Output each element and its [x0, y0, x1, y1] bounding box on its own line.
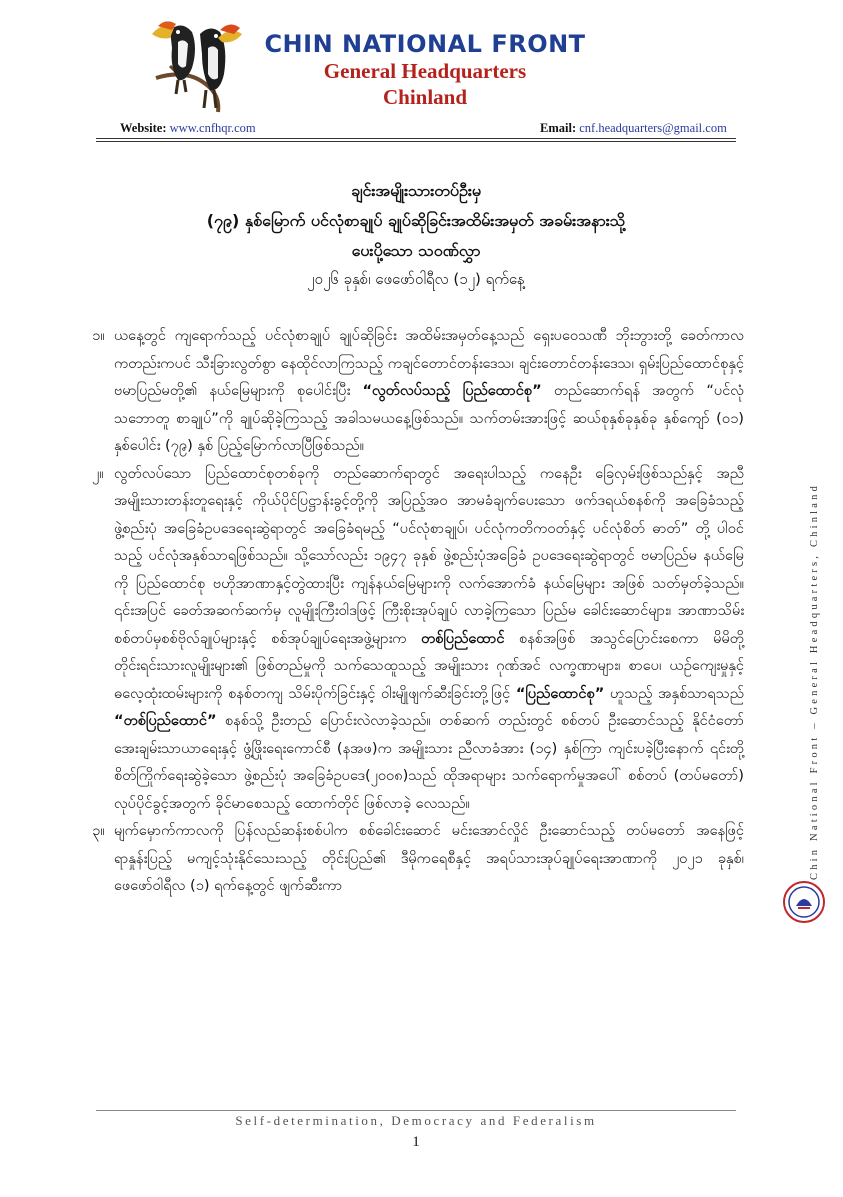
website-label: Website: [120, 121, 167, 135]
emphasis-text: “တစ်ပြည်ထောင်” [114, 712, 217, 729]
organization-name: CHIN NATIONAL FRONT [264, 30, 586, 58]
text-run: ဟူသည့် အနှစ်သာရသည် [604, 684, 744, 702]
paragraph-text: မျက်မှောက်ကာလကို ပြန်လည်ဆန်းစစ်ပါက စစ်ခေါင်းဆောင် မင်းအောင်လှိုင် ဦးဆောင်သည့် တပ်မတော် အနေဖြင့် ရာနှုန်းပြည့် မကျင့်သုံးနိုင်သေးသည့် တိုင်းပြည်၏ ဒီမိုကရေစီနှင့် အရပ်သားအုပ်ချုပ်ရေးအာဏာကို ၂၀၂၁ ခုနှစ်၊ ဖေဖော်ဝါရီလ (၁) ရက်နေ့တွင် ဖျက်ဆီးကာ [114, 822, 744, 894]
paragraph-number: ၃။ [92, 822, 105, 839]
paragraph-text [114, 460, 744, 818]
paragraph-3 [92, 817, 744, 900]
organization-subtitle: General Headquarters [323, 59, 527, 83]
side-watermark-text: Chin National Front – General Headquarters, Chinland [809, 482, 820, 880]
text-run: စနစ်သို့ ဦးတည် ပြောင်းလဲလာခဲ့သည်။ တစ်ဆက် တည်းတွင် စစ်တပ် ဦးဆောင်သည့် နိုင်ငံတော် အေးချမ်းသာယာရေးနှင့် ဖွံ့ဖြိုးရေးကောင်စီ (နအဖ)က အမျိုးသား ညီလာခံအား (၁၄) နှစ်ကြာ ကျင်းပခဲ့ပြီးနောက် ၎င်းတို့ စိတ်ကြိုက်ရေးဆွဲခဲ့သော ဖွဲ့စည်းပုံ အခြေခံဥပဒေ(၂၀၀၈)သည် ထိုအရာများ သက်ရောက်မှုအပေါ် စစ်တပ် (တပ်မတော်) လုပ်ပိုင်ခွင့်အတွက် ခိုင်မာစေသည့် ထောက်တိုင် ဖြစ်လာခဲ့ လေသည်။ [114, 712, 744, 812]
letterhead [0, 0, 843, 140]
website-line [120, 121, 256, 136]
emphasis-text: တစ်ပြည်ထောင် [421, 629, 505, 647]
text-run: ယနေ့တွင် ကျရောက်သည့် ပင်လုံစာချုပ် ချုပ်ဆိုခြင်း အထိမ်းအမှတ်နေ့သည် ရှေးပဝေသဏီ ဘိုးဘွားတို့ ခေတ်ကာလ ကတည်းကပင် သီးခြားလွတ်စွာ နေထိုင်လာကြသည့် ကချင်တောင်တန်းဒေသ၊ ချင်းတောင်တန်းဒေသ၊ ရှမ်းပြည်ထောင်စုနှင့် ဗမာပြည်မတို့၏ နယ်မြေများကို စုပေါင်းပြီး [114, 327, 744, 399]
text-run: လွတ်လပ်သော ပြည်ထောင်စုတစ်ခုကို တည်ဆောက်ရာတွင် အရေးပါသည့် ကနေဦး ခြေလှမ်းဖြစ်သည်နှင့် အညီ အမျိုးသားတန်းတူရေးနှင့် ကိုယ်ပိုင်ပြဋ္ဌာန်းခွင့်တို့ကို အပြည့်အဝ အာမခံချက်ပေးသော ဖက်ဒရယ်စနစ်ကို အခြေခံသည့် ဖွဲ့စည်းပုံ အခြေခံဥပဒေရေးဆွဲရာတွင် အခြေခံရမည့် “ပင်လုံစာချုပ်၊ ပင်လုံကတိကဝတ်နှင့် ပင်လုံစိတ် ဓာတ်” တို့ ပါဝင်သည့် ပင်လုံအနှစ်သာရဖြစ်သည်။ သို့သော်လည်း ၁၉၄၇ ခုနှစ် ဖွဲ့စည်းပုံအခြေခံ ဥပဒေရေးဆွဲရာတွင် ဗမာပြည်မ နယ်မြေကို ပြည်ထောင်စု ဗဟိုအာဏာနှင့်တွဲထားပြီး ကျန်နယ်မြေများကို လက်အောက်ခံ နယ်မြေများ အဖြစ် သတ်မှတ်ခဲ့သည်။ ၎င်းအပြင် ခေတ်အဆက်ဆက်မှ လူမျိုးကြီးဝါဒဖြင့် ကြီးစိုးအုပ်ချုပ် လာခဲ့ကြသော ပြည်မ ခေါင်းဆောင်များ၊ အာဏာသိမ်း စစ်တပ်မှစစ်ဗိုလ်ချုပ်များနှင့် စစ်အုပ်ချုပ်ရေးအဖွဲ့များက [114, 464, 744, 647]
text-run: စနစ်အဖြစ် အသွင်ပြောင်းစေကာ မိမိတို့ တိုင်းရင်းသားလူမျိုးများ၏ ဖြစ်တည်မှုကို သက်သေထူသည့် အမျိုးသား ဂုဏ်အင် လက္ခဏာများ၊ စာပေ၊ ယဉ်ကျေးမှုနှင့် ဓလေ့ထုံးထမ်းများကို စနစ်တကျ သိမ်းပိုက်ခြင်းနှင့် ဝါးမျိုဖျက်ဆီးခြင်းတို့ဖြင့် [114, 629, 744, 702]
paragraph-number: ၁။ [92, 327, 105, 344]
email-link[interactable]: cnf.headquarters@gmail.com [579, 121, 727, 135]
footer-divider [96, 1110, 736, 1111]
document-title-line-1: ချင်းအမျိုးသားတပ်ဦးမှ [350, 181, 482, 200]
side-watermark [795, 400, 820, 880]
email-line [540, 121, 727, 136]
organization-location: Chinland [382, 85, 468, 109]
organization-heading [255, 30, 595, 110]
emphasis-text: “လွတ်လပ်သည့် ပြည်ထောင်စု” [362, 382, 542, 399]
header-divider [96, 138, 736, 142]
document-body [92, 322, 744, 900]
footer-motto: Self-determination, Democracy and Federalism [235, 1113, 597, 1128]
text-run: တည်ဆောက်ရန် အတွက် “ပင်လုံသဘောတူ စာချုပ်”ကို ချုပ်ဆိုခဲ့ကြသည့် အခါသမယနေ့ဖြစ်သည်။ သက်တမ်းအားဖြင့် ဆယ်စုနှစ်ခုနှစ်ခု နှစ်ကျော် (၀၁) နှစ်ပေါင်း (၇၉) နှစ် ပြည့်မြောက်လာပြီဖြစ်သည်။ [114, 382, 744, 454]
paragraph-2 [92, 460, 744, 818]
emphasis-text: “ပြည်ထောင်စု” [515, 684, 605, 702]
website-link[interactable]: www.cnfhqr.com [169, 121, 256, 135]
seal-icon [782, 880, 826, 924]
document-title-line-2: (၇၉) နှစ်မြောက် ပင်လုံစာချုပ် ချုပ်ဆိုခြင်းအထိမ်းအမှတ် အခမ်းအနားသို့ [206, 211, 626, 230]
paragraph-1 [92, 322, 744, 460]
document-title-line-3: ပေးပို့သော သဝဏ်လွှာ [351, 241, 481, 260]
document-date: ၂၀၂၆ ခုနှစ်၊ ဖေဖော်ဝါရီလ (၁၂) ရက်နေ့ [307, 270, 525, 288]
paragraph-number: ၂။ [92, 464, 104, 482]
email-label: Email: [540, 121, 577, 135]
paragraph-text [114, 322, 744, 460]
hornbill-logo-icon [148, 8, 244, 116]
page-number: 1 [412, 1134, 420, 1150]
